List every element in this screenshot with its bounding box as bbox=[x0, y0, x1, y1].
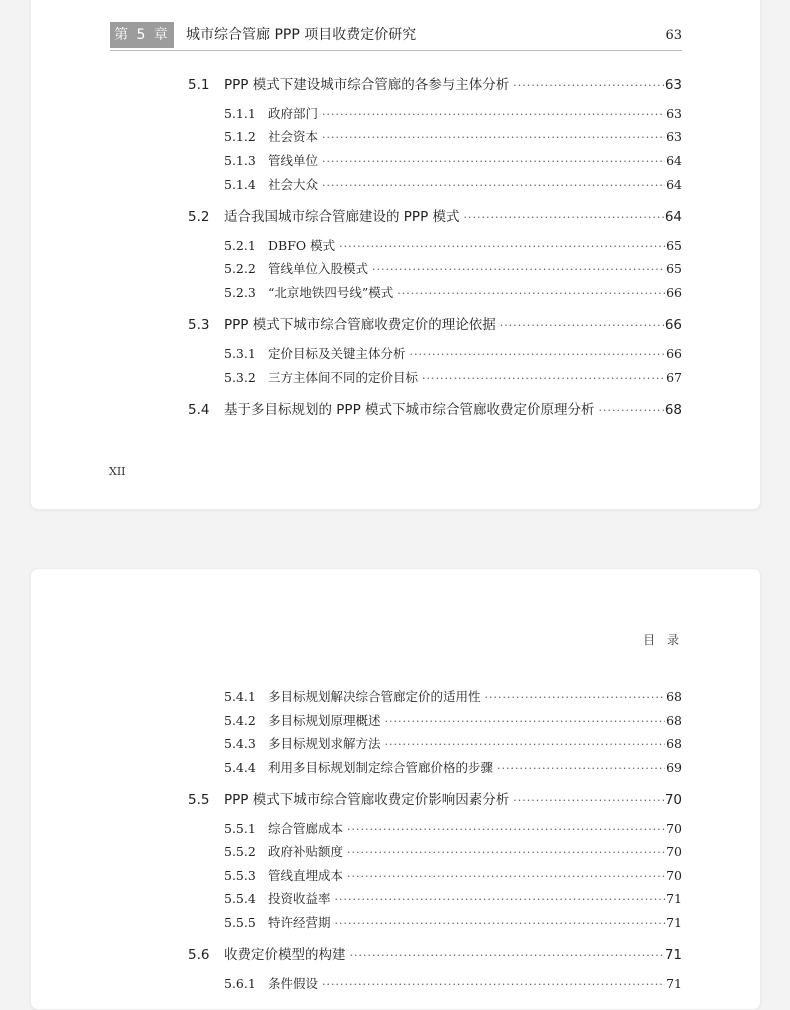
toc-page: 64 bbox=[664, 209, 682, 225]
leader-dots bbox=[350, 949, 664, 962]
toc-number: 5.1 bbox=[188, 77, 210, 93]
leader-dots bbox=[513, 794, 664, 807]
toc-page: 71 bbox=[666, 891, 682, 906]
toc-number: 5.3.2 bbox=[224, 370, 256, 385]
toc-page: 65 bbox=[666, 261, 682, 276]
leader-dots bbox=[335, 917, 666, 930]
toc-page: 70 bbox=[666, 844, 682, 859]
toc-page: 63 bbox=[664, 77, 682, 93]
toc-number: 5.5.2 bbox=[224, 844, 256, 859]
leader-dots bbox=[322, 179, 665, 192]
toc-title: “北京地铁四号线”模式 bbox=[268, 285, 394, 300]
running-head: 目 录 bbox=[643, 633, 683, 647]
toc-page: 71 bbox=[666, 915, 682, 930]
toc-page: 70 bbox=[664, 792, 682, 808]
leader-dots bbox=[497, 762, 665, 775]
toc-title: 收费定价模型的构建 bbox=[224, 947, 346, 963]
toc-number: 5.5.1 bbox=[224, 821, 256, 836]
toc-title: PPP 模式下建设城市综合管廊的各参与主体分析 bbox=[224, 77, 510, 93]
toc-number: 5.3 bbox=[188, 317, 210, 333]
toc-title: PPP 模式下城市综合管廊收费定价的理论依据 bbox=[224, 317, 496, 333]
toc-subsection[interactable] bbox=[224, 866, 682, 886]
toc-title: 基于多目标规划的 PPP 模式下城市综合管廊收费定价原理分析 bbox=[224, 402, 595, 418]
toc-page-upper bbox=[30, 0, 761, 510]
toc-page: 69 bbox=[666, 760, 682, 775]
toc-number: 5.2.2 bbox=[224, 261, 256, 276]
toc-page-lower bbox=[30, 568, 761, 1010]
toc-subsection[interactable] bbox=[224, 687, 682, 707]
toc-section[interactable] bbox=[188, 398, 682, 420]
toc-subsection[interactable] bbox=[224, 104, 682, 124]
toc-page: 67 bbox=[666, 370, 682, 385]
leader-dots bbox=[347, 870, 665, 883]
toc-subsection[interactable] bbox=[224, 758, 682, 778]
leader-dots bbox=[485, 691, 666, 704]
leader-dots bbox=[322, 155, 665, 168]
leader-dots bbox=[322, 978, 665, 991]
toc-title: 条件假设 bbox=[268, 976, 319, 991]
toc-number: 5.5 bbox=[188, 792, 210, 808]
toc-number: 5.4.4 bbox=[224, 760, 256, 775]
toc-page: 68 bbox=[666, 713, 682, 728]
toc-title: 特许经营期 bbox=[268, 915, 331, 930]
toc-title: 管线直埋成本 bbox=[268, 868, 344, 883]
leader-dots bbox=[335, 893, 666, 906]
chapter-page-number: 63 bbox=[665, 28, 682, 43]
toc-number: 5.4.2 bbox=[224, 713, 256, 728]
toc-page: 70 bbox=[666, 821, 682, 836]
toc-title: 综合管廊成本 bbox=[268, 821, 344, 836]
toc-page: 68 bbox=[666, 736, 682, 751]
toc-title: 多目标规划解决综合管廊定价的适用性 bbox=[268, 689, 481, 704]
toc-page: 66 bbox=[664, 317, 682, 333]
toc-title: 三方主体间不同的定价目标 bbox=[268, 370, 419, 385]
toc-subsection[interactable] bbox=[224, 711, 682, 731]
toc-page: 68 bbox=[664, 402, 682, 418]
toc-title: 多目标规划求解方法 bbox=[268, 736, 381, 751]
toc-title: 定价目标及关键主体分析 bbox=[268, 346, 406, 361]
toc-page: 71 bbox=[664, 947, 682, 963]
leader-dots bbox=[599, 404, 664, 417]
toc-title: 多目标规划原理概述 bbox=[268, 713, 381, 728]
chapter-heading[interactable] bbox=[110, 22, 682, 51]
toc-number: 5.2.3 bbox=[224, 285, 256, 300]
toc-title: PPP 模式下城市综合管廊收费定价影响因素分析 bbox=[224, 792, 510, 808]
toc-subsection[interactable] bbox=[224, 368, 682, 388]
toc-title: DBFO 模式 bbox=[268, 238, 336, 253]
toc-subsection[interactable] bbox=[224, 283, 682, 303]
toc-section[interactable] bbox=[188, 788, 682, 810]
toc-number: 5.6 bbox=[188, 947, 210, 963]
leader-dots bbox=[322, 131, 665, 144]
toc-subsection[interactable] bbox=[224, 151, 682, 171]
toc-page: 71 bbox=[666, 976, 682, 991]
toc-number: 5.4 bbox=[188, 402, 210, 418]
toc-number: 5.1.1 bbox=[224, 106, 256, 121]
toc-title: 社会大众 bbox=[268, 177, 319, 192]
toc-subsection[interactable] bbox=[224, 236, 682, 256]
toc-subsection[interactable] bbox=[224, 889, 682, 909]
leader-dots bbox=[372, 263, 665, 276]
toc-number: 5.1.3 bbox=[224, 153, 256, 168]
toc-number: 5.5.5 bbox=[224, 915, 256, 930]
page-folio: XII bbox=[109, 465, 126, 478]
toc-number: 5.2.1 bbox=[224, 238, 256, 253]
toc-title: 政府部门 bbox=[268, 106, 319, 121]
toc-title: 利用多目标规划制定综合管廊价格的步骤 bbox=[268, 760, 494, 775]
toc-page: 64 bbox=[666, 177, 682, 192]
toc-page: 66 bbox=[666, 285, 682, 300]
toc-subsection[interactable] bbox=[224, 819, 682, 839]
toc-page: 64 bbox=[666, 153, 682, 168]
leader-dots bbox=[513, 79, 664, 92]
toc-section[interactable] bbox=[188, 313, 682, 335]
leader-dots bbox=[347, 823, 665, 836]
toc-section[interactable] bbox=[188, 73, 682, 95]
leader-dots bbox=[422, 372, 665, 385]
toc-title: 适合我国城市综合管廊建设的 PPP 模式 bbox=[224, 209, 460, 225]
leader-dots bbox=[322, 108, 665, 121]
leader-dots bbox=[410, 348, 666, 361]
toc-number: 5.6.1 bbox=[224, 976, 256, 991]
leader-dots bbox=[339, 240, 665, 253]
leader-dots bbox=[500, 319, 664, 332]
toc-page: 63 bbox=[666, 129, 682, 144]
toc-title: 投资收益率 bbox=[268, 891, 331, 906]
toc-page: 66 bbox=[666, 346, 682, 361]
toc-page: 63 bbox=[666, 106, 682, 121]
toc-subsection[interactable] bbox=[224, 734, 682, 754]
toc-subsection[interactable] bbox=[224, 974, 682, 994]
leader-dots bbox=[397, 287, 665, 300]
chapter-title: 城市综合管廊 PPP 项目收费定价研究 bbox=[186, 27, 417, 43]
toc-subsection[interactable] bbox=[224, 913, 682, 933]
chapter-number-label: 第 5 章 bbox=[110, 22, 174, 48]
toc-subsection[interactable] bbox=[224, 259, 682, 279]
toc-number: 5.1.2 bbox=[224, 129, 256, 144]
toc-title: 管线单位入股模式 bbox=[268, 261, 369, 276]
leader-dots bbox=[385, 738, 666, 751]
toc-number: 5.5.4 bbox=[224, 891, 256, 906]
toc-subsection[interactable] bbox=[224, 344, 682, 364]
toc-number: 5.2 bbox=[188, 209, 210, 225]
toc-page: 70 bbox=[666, 868, 682, 883]
toc-title: 社会资本 bbox=[268, 129, 319, 144]
toc-title: 政府补贴额度 bbox=[268, 844, 344, 859]
leader-dots bbox=[347, 846, 665, 859]
toc-section[interactable] bbox=[188, 943, 682, 965]
toc-title: 管线单位 bbox=[268, 153, 319, 168]
toc-subsection[interactable] bbox=[224, 175, 682, 195]
toc-page: 68 bbox=[666, 689, 682, 704]
toc-subsection[interactable] bbox=[224, 127, 682, 147]
toc-section[interactable] bbox=[188, 205, 682, 227]
toc-page: 65 bbox=[666, 238, 682, 253]
toc-number: 5.3.1 bbox=[224, 346, 256, 361]
leader-dots bbox=[385, 715, 666, 728]
toc-number: 5.4.1 bbox=[224, 689, 256, 704]
leader-dots bbox=[464, 211, 664, 224]
toc-number: 5.1.4 bbox=[224, 177, 256, 192]
toc-number: 5.5.3 bbox=[224, 868, 256, 883]
toc-number: 5.4.3 bbox=[224, 736, 256, 751]
toc-subsection[interactable] bbox=[224, 842, 682, 862]
